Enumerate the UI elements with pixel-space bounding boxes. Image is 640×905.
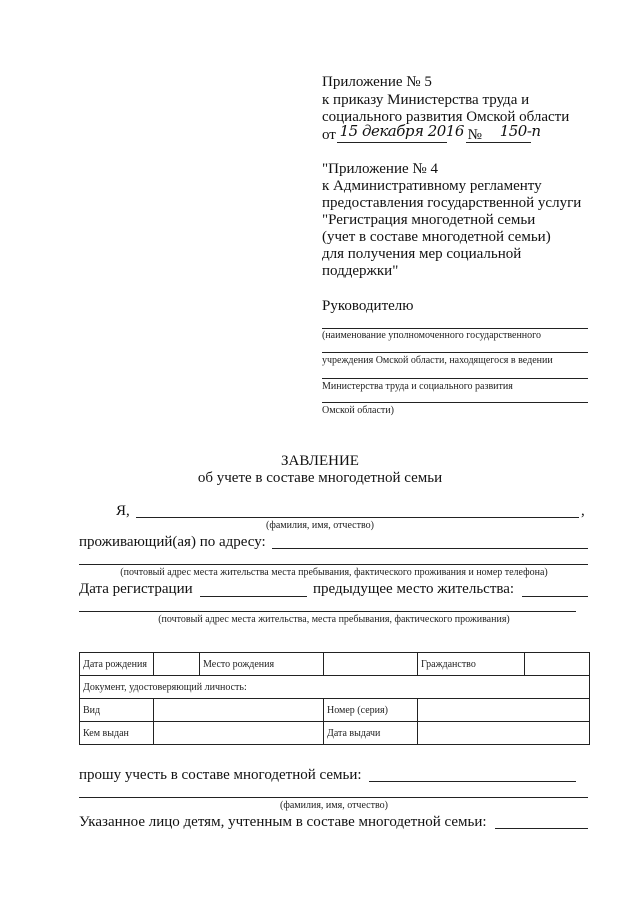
birth-date-label: Дата рождения xyxy=(80,653,154,676)
table-row xyxy=(80,722,590,745)
i-label: Я, xyxy=(116,503,130,519)
request-fio-hint: (фамилия, имя, отчество) xyxy=(280,800,388,811)
number-underline xyxy=(466,142,531,143)
doc-type-label: Вид xyxy=(80,699,154,722)
identity-doc-label: Документ, удостоверяющий личность: xyxy=(80,676,590,699)
personal-data-table xyxy=(79,652,590,745)
appendix5-line1: Приложение № 5 xyxy=(322,74,432,90)
addressee-hint-4: Омской области) xyxy=(322,405,394,416)
prev-residence-label: предыдущее место жительства: xyxy=(313,581,515,597)
addressee-hint-3: Министерства труда и социального развития xyxy=(322,381,513,392)
date-underline xyxy=(337,142,447,143)
prev-residence-field[interactable] xyxy=(522,596,588,597)
citizenship-label: Гражданство xyxy=(418,653,525,676)
addressee-field-2[interactable] xyxy=(322,352,588,353)
addressee-title: Руководителю xyxy=(322,298,414,314)
address-field-2[interactable] xyxy=(79,564,588,565)
birth-place-cell[interactable] xyxy=(324,653,418,676)
document-subtitle: об учете в составе многодетной семьи xyxy=(197,470,443,486)
appendix4-line2: к Административному регламенту xyxy=(322,178,542,194)
addressee-hint-1: (наименование уполномоченного государственного xyxy=(322,330,541,341)
handwritten-date: 15 декабря 2016 xyxy=(339,122,464,140)
addressee-field-3[interactable] xyxy=(322,378,588,379)
doc-type-cell[interactable] xyxy=(154,699,324,722)
children-label: Указанное лицо детям, учтенным в составе многодетной семьи: xyxy=(79,814,487,830)
appendix4-line1: "Приложение № 4 xyxy=(322,161,438,177)
appendix4-line6: для получения мер социальной xyxy=(322,246,522,262)
prev-address-hint: (почтовый адрес места жительства, места пребывания, фактического проживания) xyxy=(158,614,510,625)
issued-by-label: Кем выдан xyxy=(80,722,154,745)
address-field[interactable] xyxy=(272,548,588,549)
table-row xyxy=(80,699,590,722)
from-prefix: от xyxy=(322,127,336,143)
birth-date-cell[interactable] xyxy=(154,653,200,676)
appendix4-line7: поддержки" xyxy=(322,263,399,279)
citizenship-cell[interactable] xyxy=(525,653,590,676)
issued-by-cell[interactable] xyxy=(154,722,324,745)
request-field[interactable] xyxy=(369,781,576,782)
doc-number-cell[interactable] xyxy=(418,699,590,722)
handwritten-number: 150-п xyxy=(499,122,541,140)
addressee-hint-2: учреждения Омской области, находящегося в ведении xyxy=(322,355,553,366)
appendix5-line3: социального развития Омской области xyxy=(322,109,570,125)
addressee-field-1[interactable] xyxy=(322,328,588,329)
appendix4-line4: "Регистрация многодетной семьи xyxy=(322,212,536,228)
appendix4-line3: предоставления государственной услуги xyxy=(322,195,582,211)
appendix4-line5: (учет в составе многодетной семьи) xyxy=(322,229,551,245)
appendix5-line2: к приказу Министерства труда и xyxy=(322,92,530,108)
birth-place-label: Место рождения xyxy=(200,653,324,676)
request-label: прошу учесть в составе многодетной семьи: xyxy=(79,767,362,783)
addressee-field-4[interactable] xyxy=(322,402,588,403)
residing-label: проживающий(ая) по адресу: xyxy=(79,534,266,550)
table-row xyxy=(80,653,590,676)
document-title: ЗАВЛЕНИЕ xyxy=(281,453,359,469)
children-field[interactable] xyxy=(495,828,588,829)
address-hint: (почтовый адрес места жительства места пребывания, фактического проживания и номер телефона) xyxy=(120,567,548,578)
reg-date-label: Дата регистрации xyxy=(79,581,193,597)
issue-date-label: Дата выдачи xyxy=(324,722,418,745)
applicant-fio-field[interactable] xyxy=(136,517,579,518)
reg-date-field[interactable] xyxy=(200,596,307,597)
doc-number-label: Номер (серия) xyxy=(324,699,418,722)
issue-date-cell[interactable] xyxy=(418,722,590,745)
table-row xyxy=(80,676,590,699)
comma: , xyxy=(581,503,585,519)
request-field-2[interactable] xyxy=(79,797,588,798)
prev-address-field[interactable] xyxy=(79,611,576,612)
applicant-fio-hint: (фамилия, имя, отчество) xyxy=(266,520,374,531)
number-sign: № xyxy=(467,127,482,143)
